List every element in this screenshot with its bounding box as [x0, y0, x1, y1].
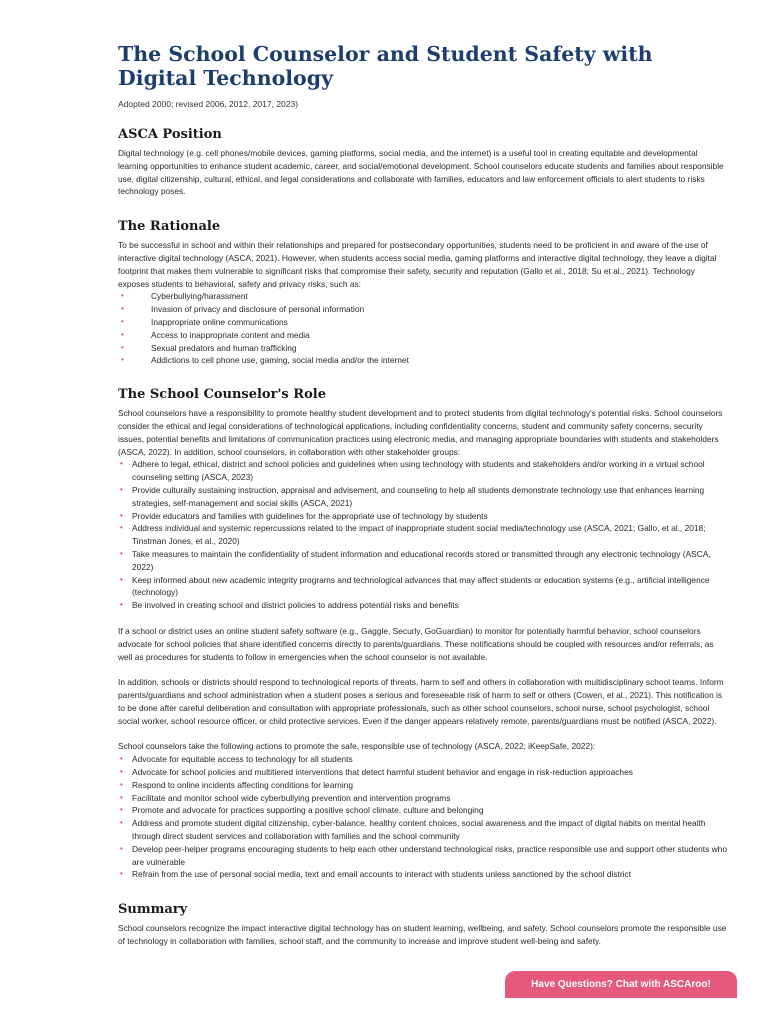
list-item: [118, 792, 728, 805]
bullet-icon: •: [121, 291, 124, 301]
asca-position-section: [118, 127, 728, 198]
list-item-text: Develop peer-helper programs encouraging students to help each other understand technological risks, practice responsible use and support other students who are vulnerable: [132, 843, 727, 867]
bullet-icon: •: [121, 342, 124, 352]
list-item: [118, 303, 728, 316]
bullet-icon: •: [120, 869, 123, 879]
bullet-icon: •: [120, 523, 123, 533]
list-item-text: Facilitate and monitor school wide cyberbullying prevention and intervention programs: [132, 792, 451, 803]
list-item-text: Sexual predators and human trafficking: [151, 342, 297, 353]
adoption-history: Adopted 2000; revised 2006, 2012, 2017, 2023): [118, 99, 299, 109]
bullet-icon: •: [120, 459, 123, 469]
list-item-text: Adhere to legal, ethical, district and school policies and guidelines when using technology with students and stakeholders and/or working in a virtual school counseling setting (ASCA, 2023): [132, 459, 705, 483]
list-item: [118, 522, 728, 548]
list-item: [118, 510, 728, 523]
bullet-icon: •: [121, 304, 124, 314]
bullet-icon: •: [120, 600, 123, 610]
bullet-icon: •: [120, 767, 123, 777]
list-item-text: Advocate for equitable access to technology for all students: [132, 754, 353, 765]
safety-software-paragraph: If a school or district uses an online student safety software (e.g., Gaggle, Securly, GoGuardian) to monitor for potentially harmful behavior, school counselors advocate for school policies that share identified concerns directly to parents/guardians. These notifications should be coupled with resources and/or referrals, as well as procedures for students to follow in emergencies when the school counselor is not available.: [118, 625, 714, 662]
bullet-icon: •: [120, 754, 123, 764]
list-item: [118, 599, 728, 612]
list-item-text: Keep informed about new academic integrity programs and technological advances that may affect students or education systems (e.g., artificial intelligence (technology): [132, 574, 710, 598]
list-item: [118, 868, 728, 881]
summary-section: [118, 902, 728, 948]
list-item-text: Be involved in creating school and district policies to address potential risks and benefits: [132, 600, 459, 611]
list-item-text: Inappropriate online communications: [151, 316, 288, 327]
list-item-text: Addictions to cell phone use, gaming, social media and/or the internet: [151, 355, 409, 366]
actions-intro: School counselors take the following actions to promote the safe, responsible use of technology (ASCA, 2022; iKeepSafe, 2022):: [118, 741, 596, 752]
list-item: [118, 458, 728, 484]
list-item: [118, 548, 728, 574]
document-title: The School Counselor and Student Safety with Digital Technology: [118, 42, 653, 90]
list-item-text: Access to inappropriate content and media: [151, 329, 310, 340]
list-item-text: Refrain from the use of personal social media, text and email accounts to interact with students unless sanctioned by the school district: [132, 869, 632, 880]
list-item-text: Invasion of privacy and disclosure of personal information: [151, 304, 365, 315]
list-item: [118, 342, 728, 355]
counselor-role-heading: The School Counselor's Role: [118, 387, 326, 403]
document-page: [118, 42, 728, 948]
risk-list: [118, 290, 728, 367]
bullet-icon: •: [120, 574, 123, 584]
bullet-icon: •: [120, 805, 123, 815]
list-item: [118, 766, 728, 779]
bullet-icon: •: [121, 316, 124, 326]
list-item-text: Advocate for school policies and multitiered interventions that detect harmful student behavior and engage in risk-reduction approaches: [132, 767, 633, 778]
threat-response-paragraph: In addition, schools or districts should respond to technological reports of threats, harm to self and others in collaboration with multidisciplinary school teams. Inform parents/guardians and school administration when a student poses a serious and foreseeable risk of harm to self or others (Cowen, et al., 2021). This notification is to be done after careful deliberation and consultation with appropriate professionals, such as other school counselors, school nurse, school psychologist, school social worker, school resource officer, or child protective services. Even if the danger appears relatively remote, parents/guardians must be notified (ASCA, 2022).: [118, 677, 724, 726]
list-item: [118, 804, 728, 817]
bullet-icon: •: [121, 355, 124, 365]
list-item: [118, 753, 728, 766]
asca-position-heading: ASCA Position: [118, 127, 222, 142]
list-item-text: Respond to online incidents affecting conditions for learning: [132, 779, 353, 790]
summary-text: School counselors recognize the impact interactive digital technology has on student learning, wellbeing, and safety. School counselors promote the responsible use of technology in collaboration with families, school staff, and the community to increase and improve student well-being and safety.: [118, 923, 727, 947]
counselor-role-intro: School counselors have a responsibility to promote healthy student development and to protect students from digital technology's potential risks. School counselors consider the ethical and legal considerations of technological applications, including confidentiality concerns, student and community safety concerns, security issues, potential benefits and limitations of communication practices using electronic media, and managing appropriate boundaries with students and stakeholders (ASCA, 2022). In addition, school counselors, in collaboration with other stakeholder groups:: [118, 408, 723, 457]
bullet-icon: •: [120, 843, 123, 853]
list-item-text: Cyberbullying/harassment: [151, 291, 248, 302]
list-item: [118, 843, 728, 869]
bullet-icon: •: [120, 792, 123, 802]
list-item-text: Provide culturally sustaining instruction, appraisal and advisement, and counseling to help all students demonstrate technology use that enhances learning strategies, self-management and social skills (ASCA, 2021): [132, 484, 705, 508]
chat-with-ascaroo-button[interactable]: Have Questions? Chat with ASCAroo!: [505, 971, 737, 998]
counselor-action-list: [118, 753, 728, 881]
rationale-section: [118, 219, 728, 367]
list-item: [118, 290, 728, 303]
list-item: [118, 779, 728, 792]
bullet-icon: •: [120, 818, 123, 828]
list-item: [118, 354, 728, 367]
bullet-icon: •: [120, 510, 123, 520]
list-item: [118, 574, 728, 600]
rationale-heading: The Rationale: [118, 219, 221, 235]
list-item: [118, 316, 728, 329]
list-item-text: Promote and advocate for practices supporting a positive school climate, culture and belonging: [132, 805, 484, 816]
list-item-text: Address and promote student digital citizenship, cyber-balance, healthy content choices, social awareness and the impact of digital habits on mental health through direct student services and collaboration with families and the school community: [132, 818, 706, 842]
list-item-text: Provide educators and families with guidelines for the appropriate use of technology by students: [132, 510, 488, 521]
bullet-icon: •: [121, 329, 124, 339]
list-item-text: Take measures to maintain the confidentiality of student information and educational records stored or transmitted through any electronic technology (ASCA, 2022): [132, 548, 711, 572]
asca-position-text: Digital technology (e.g. cell phones/mobile devices, gaming platforms, social media, and the internet) is a useful tool in creating equitable and developmental learning opportunities to enhance student academic, career, and social/emotional development. School counselors educate students and families about responsible use, digital citizenship, cultural, ethical, and legal considerations and collaborate with families, educators and law enforcement officials to alert students to risks technology poses.: [118, 148, 724, 197]
rationale-text: To be successful in school and within their relationships and prepared for postsecondary opportunities, students need to be proficient in and aware of the use of interactive digital technology (ASCA, 2021). However, when students access social media, gaming platforms and interactive digital technology, they leave a digital footprint that makes them vulnerable to significant risks that compromise their safety, security and reputation (Gallo et al., 2018; Su et al., 2021). Technology exposes students to behavioral, safety and privacy risks, such as:: [118, 240, 717, 289]
list-item-text: Address individual and systemic repercussions related to the impact of inappropriate student social media/technology use (ASCA, 2021; Gallo, et al., 2018; Tinstman Jones, et al., 2020): [132, 523, 706, 547]
summary-heading: Summary: [118, 902, 188, 918]
bullet-icon: •: [120, 779, 123, 789]
bullet-icon: •: [120, 484, 123, 494]
bullet-icon: •: [120, 548, 123, 558]
list-item: [118, 484, 728, 510]
list-item: [118, 817, 728, 843]
list-item: [118, 329, 728, 342]
counselor-duty-list: [118, 458, 728, 612]
counselor-role-section: [118, 387, 728, 881]
